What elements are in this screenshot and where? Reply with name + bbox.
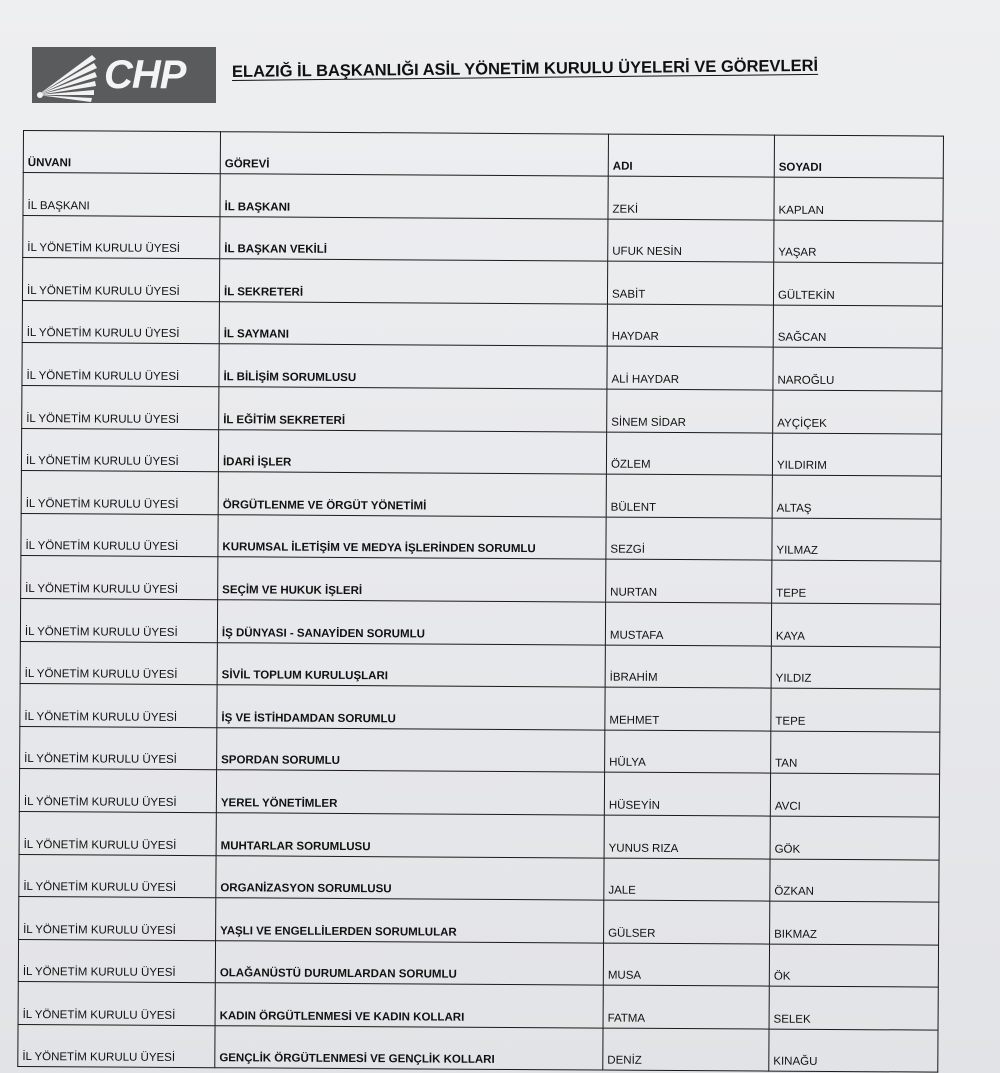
cell-adi: NURTAN <box>606 559 772 603</box>
cell-unvani: İL YÖNETİM KURULU ÜYESİ <box>18 939 215 983</box>
cell-gorevi: ORGANİZASYON SORUMLUSU <box>216 855 604 900</box>
cell-adi: ZEKİ <box>608 176 774 220</box>
cell-unvani: İL YÖNETİM KURULU ÜYESİ <box>21 513 218 557</box>
cell-gorevi: ÖRGÜTLENME VE ÖRGÜT YÖNETİMİ <box>218 472 606 517</box>
cell-gorevi: SEÇİM VE HUKUK İŞLERİ <box>218 557 606 602</box>
table-body <box>18 173 943 1073</box>
cell-unvani: İL YÖNETİM KURULU ÜYESİ <box>21 556 218 600</box>
cell-adi: JALE <box>604 858 770 902</box>
cell-unvani: İL YÖNETİM KURULU ÜYESİ <box>19 811 216 855</box>
table-row <box>22 385 942 433</box>
cell-gorevi: İDARİ İŞLER <box>218 429 606 474</box>
cell-adi: MUSA <box>603 943 769 987</box>
cell-soyadi: YILDIRIM <box>772 433 941 477</box>
cell-soyadi: BIKMAZ <box>770 901 939 945</box>
cell-adi: ÖZLEM <box>606 432 772 476</box>
table-row <box>22 300 942 348</box>
cell-unvani: İL YÖNETİM KURULU ÜYESİ <box>19 897 216 941</box>
column-header-soyadi: SOYADI <box>774 135 943 178</box>
cell-adi: UFUK NESİN <box>608 219 774 263</box>
cell-gorevi: GENÇLİK ÖRGÜTLENMESİ VE GENÇLİK KOLLARI <box>215 1026 603 1071</box>
cell-soyadi: GÖK <box>770 816 939 860</box>
document-header <box>32 47 932 103</box>
cell-unvani: İL YÖNETİM KURULU ÜYESİ <box>22 258 219 302</box>
table-row <box>20 684 940 732</box>
cell-soyadi: SAĞCAN <box>773 305 942 349</box>
cell-gorevi: İL SEKRETERİ <box>219 259 607 304</box>
cell-adi: HAYDAR <box>607 304 773 348</box>
cell-unvani: İL YÖNETİM KURULU ÜYESİ <box>20 641 217 685</box>
table-row <box>20 598 940 646</box>
cell-gorevi: İL BAŞKAN VEKİLİ <box>220 216 608 261</box>
cell-gorevi: YEREL YÖNETİMLER <box>216 770 604 815</box>
table-row <box>23 173 943 221</box>
cell-soyadi: YAŞAR <box>774 220 943 264</box>
logo-wordmark: CHP <box>104 53 186 97</box>
table-row <box>18 1024 938 1072</box>
cell-soyadi: NAROĞLU <box>773 347 942 391</box>
cell-adi: MEHMET <box>605 687 771 731</box>
table-row <box>21 513 941 561</box>
table-row <box>22 258 942 306</box>
table-row <box>19 854 939 902</box>
cell-adi: SABİT <box>607 261 773 305</box>
cell-adi: FATMA <box>603 985 769 1029</box>
table-row <box>20 641 940 689</box>
cell-adi: BÜLENT <box>606 474 772 518</box>
cell-unvani: İL YÖNETİM KURULU ÜYESİ <box>18 1024 215 1068</box>
cell-gorevi: OLAĞANÜSTÜ DURUMLARDAN SORUMLU <box>215 940 603 985</box>
cell-adi: HÜLYA <box>605 730 771 774</box>
cell-soyadi: KAPLAN <box>774 177 943 221</box>
column-header-gorevi: GÖREVİ <box>220 132 608 176</box>
cell-unvani: İL YÖNETİM KURULU ÜYESİ <box>20 598 217 642</box>
cell-soyadi: ALTAŞ <box>772 475 941 519</box>
cell-gorevi: SİVİL TOPLUM KURULUŞLARI <box>217 642 605 687</box>
cell-soyadi: SELEK <box>769 986 938 1030</box>
cell-adi: GÜLSER <box>604 900 770 944</box>
table-row <box>19 811 939 859</box>
cell-gorevi: İL BİLİŞİM SORUMLUSU <box>219 344 607 389</box>
cell-gorevi: İL SAYMANI <box>219 301 607 346</box>
chp-logo <box>32 47 216 103</box>
table-header-row <box>23 131 943 179</box>
cell-adi: İBRAHİM <box>605 645 771 689</box>
cell-adi: ALİ HAYDAR <box>607 346 773 390</box>
cell-unvani: İL YÖNETİM KURULU ÜYESİ <box>19 769 216 813</box>
table-row <box>22 343 942 391</box>
cell-unvani: İL YÖNETİM KURULU ÜYESİ <box>22 343 219 387</box>
table-row <box>19 897 939 945</box>
table-row <box>18 982 938 1030</box>
cell-soyadi: AYÇİÇEK <box>773 390 942 434</box>
cell-soyadi: TEPE <box>771 688 940 732</box>
cell-gorevi: İŞ DÜNYASI - SANAYİDEN SORUMLU <box>217 600 605 645</box>
cell-soyadi: GÜLTEKİN <box>773 262 942 306</box>
document-title: ELAZIĞ İL BAŞKANLIĞI ASİL YÖNETİM KURULU ÜYELERİ VE GÖREVLERİ <box>231 56 819 81</box>
cell-unvani: İL YÖNETİM KURULU ÜYESİ <box>21 471 218 515</box>
table-row <box>23 215 943 263</box>
cell-soyadi: KAYA <box>771 603 940 647</box>
cell-gorevi: MUHTARLAR SORUMLUSU <box>216 813 604 858</box>
cell-gorevi: İL EĞİTİM SEKRETERİ <box>219 387 607 432</box>
table-row <box>20 726 940 774</box>
cell-gorevi: SPORDAN SORUMLU <box>217 727 605 772</box>
cell-unvani: İL YÖNETİM KURULU ÜYESİ <box>19 854 216 898</box>
cell-soyadi: TEPE <box>772 560 941 604</box>
cell-gorevi: KURUMSAL İLETİŞİM VE MEDYA İŞLERİNDEN SORUMLU <box>218 514 606 559</box>
cell-soyadi: AVCI <box>770 773 939 817</box>
cell-soyadi: ÖK <box>769 944 938 988</box>
table-row <box>21 556 941 604</box>
cell-gorevi: İŞ VE İSTİHDAMDAN SORUMLU <box>217 685 605 730</box>
cell-unvani: İL YÖNETİM KURULU ÜYESİ <box>23 215 220 259</box>
cell-adi: HÜSEYİN <box>604 772 770 816</box>
cell-gorevi: İL BAŞKANI <box>220 174 608 219</box>
cell-soyadi: ÖZKAN <box>770 859 939 903</box>
cell-soyadi: KINAĞU <box>769 1029 938 1073</box>
table-row <box>21 471 941 519</box>
cell-unvani: İL BAŞKANI <box>23 173 220 217</box>
cell-soyadi: YILDIZ <box>771 646 940 690</box>
cell-adi: SEZGİ <box>606 517 772 561</box>
members-table <box>17 130 944 1073</box>
cell-adi: DENİZ <box>603 1028 769 1072</box>
cell-gorevi: YAŞLI VE ENGELLİLERDEN SORUMLULAR <box>216 898 604 943</box>
table-row <box>19 769 939 817</box>
column-header-adi: ADI <box>608 134 774 177</box>
cell-unvani: İL YÖNETİM KURULU ÜYESİ <box>21 428 218 472</box>
cell-adi: SİNEM SİDAR <box>607 389 773 433</box>
cell-adi: YUNUS RIZA <box>604 815 770 859</box>
cell-unvani: İL YÖNETİM KURULU ÜYESİ <box>20 726 217 770</box>
table-row <box>18 939 938 987</box>
cell-soyadi: YILMAZ <box>772 518 941 562</box>
cell-unvani: İL YÖNETİM KURULU ÜYESİ <box>20 684 217 728</box>
cell-unvani: İL YÖNETİM KURULU ÜYESİ <box>18 982 215 1026</box>
cell-unvani: İL YÖNETİM KURULU ÜYESİ <box>22 385 219 429</box>
cell-adi: MUSTAFA <box>605 602 771 646</box>
table-row <box>21 428 941 476</box>
column-header-unvani: ÜNVANI <box>23 131 220 174</box>
cell-unvani: İL YÖNETİM KURULU ÜYESİ <box>22 300 219 344</box>
cell-gorevi: KADIN ÖRGÜTLENMESİ VE KADIN KOLLARI <box>215 983 603 1028</box>
cell-soyadi: TAN <box>771 731 940 775</box>
